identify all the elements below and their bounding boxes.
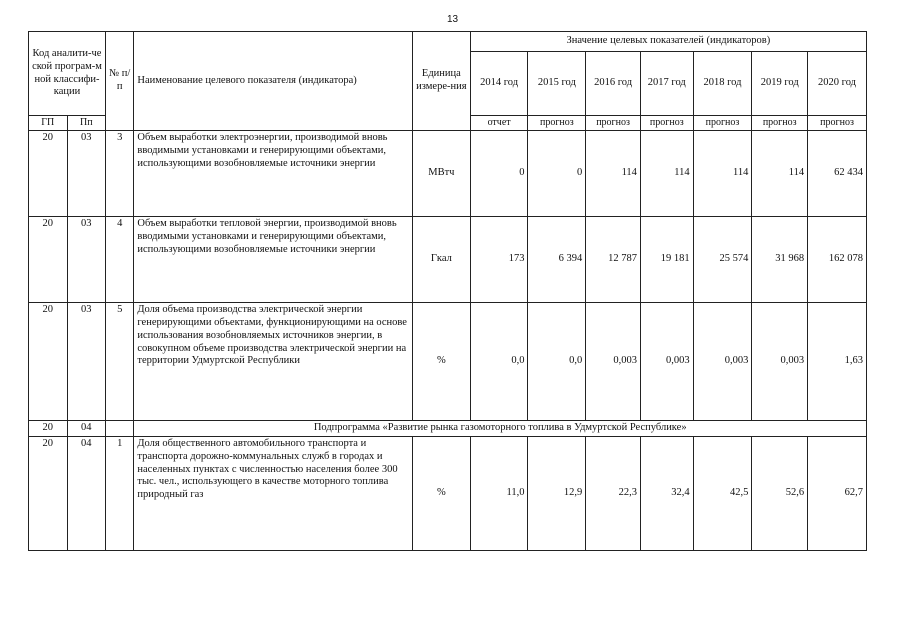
cell-value: 0,003 xyxy=(640,303,693,421)
cell-unit: МВтч xyxy=(412,131,470,217)
indicators-table xyxy=(28,31,867,551)
table-row xyxy=(29,303,867,421)
cell-pp: 03 xyxy=(67,303,106,421)
header-indicator-name: Наименование целевого показателя (индикатора) xyxy=(134,32,413,131)
cell-value: 12 787 xyxy=(586,217,641,303)
cell-number: 5 xyxy=(106,303,134,421)
header-target-values: Значение целевых показателей (индикаторов) xyxy=(470,32,866,52)
subprogram-title: Подпрограмма «Развитие рынка газомоторного топлива в Удмуртской Республике» xyxy=(134,421,867,437)
cell-number: 1 xyxy=(106,436,134,550)
cell-gp: 20 xyxy=(29,217,68,303)
cell-value: 6 394 xyxy=(528,217,586,303)
cell-value: 42,5 xyxy=(693,436,752,550)
header-year: 2018 год xyxy=(693,52,752,116)
header-status: прогноз xyxy=(640,116,693,131)
cell-value: 114 xyxy=(640,131,693,217)
cell-number: 4 xyxy=(106,217,134,303)
cell-value: 114 xyxy=(752,131,808,217)
cell-value: 11,0 xyxy=(470,436,528,550)
cell-unit: Гкал xyxy=(412,217,470,303)
header-year: 2014 год xyxy=(470,52,528,116)
header-year: 2016 год xyxy=(586,52,641,116)
subprogram-row xyxy=(29,421,867,437)
cell-indicator-name: Объем выработки электроэнергии, производимой вновь вводимыми установками и генерирующими объектами, использующими возобновляемые источники энергии xyxy=(134,131,413,217)
header-year: 2019 год xyxy=(752,52,808,116)
table-row xyxy=(29,131,867,217)
cell-unit: % xyxy=(412,436,470,550)
header-year: 2017 год xyxy=(640,52,693,116)
header-status: прогноз xyxy=(693,116,752,131)
cell-value: 62,7 xyxy=(808,436,867,550)
header-pp: Пп xyxy=(67,116,106,131)
cell-pp: 04 xyxy=(67,436,106,550)
cell-gp: 20 xyxy=(29,436,68,550)
header-status: прогноз xyxy=(586,116,641,131)
cell-pp: 04 xyxy=(67,421,106,437)
header-status: прогноз xyxy=(752,116,808,131)
cell-value: 0 xyxy=(528,131,586,217)
header-status: прогноз xyxy=(808,116,867,131)
cell-gp: 20 xyxy=(29,421,68,437)
cell-indicator-name: Доля объема производства электрической энергии генерирующими объектами, функционирующими на основе использования возобновляемых источников энергии, в совокупном объеме производства электрической энергии на территории Удмуртской Республики xyxy=(134,303,413,421)
cell-value: 0,003 xyxy=(752,303,808,421)
cell-gp: 20 xyxy=(29,303,68,421)
cell-value: 62 434 xyxy=(808,131,867,217)
cell-pp: 03 xyxy=(67,217,106,303)
cell-value: 1,63 xyxy=(808,303,867,421)
header-year: 2020 год xyxy=(808,52,867,116)
header-year: 2015 год xyxy=(528,52,586,116)
cell-pp: 03 xyxy=(67,131,106,217)
header-code-classification: Код аналити-ческой програм-мной классифи-кации xyxy=(29,32,106,116)
cell-gp: 20 xyxy=(29,131,68,217)
cell-value: 0 xyxy=(470,131,528,217)
table-row xyxy=(29,217,867,303)
cell-value: 52,6 xyxy=(752,436,808,550)
cell-value: 19 181 xyxy=(640,217,693,303)
header-status: прогноз xyxy=(528,116,586,131)
cell-value: 0,0 xyxy=(528,303,586,421)
cell-number xyxy=(106,421,134,437)
cell-value: 12,9 xyxy=(528,436,586,550)
cell-value: 32,4 xyxy=(640,436,693,550)
cell-value: 162 078 xyxy=(808,217,867,303)
header-number: № п/п xyxy=(106,32,134,131)
cell-value: 114 xyxy=(693,131,752,217)
cell-value: 25 574 xyxy=(693,217,752,303)
cell-unit: % xyxy=(412,303,470,421)
table-row xyxy=(29,436,867,550)
cell-value: 31 968 xyxy=(752,217,808,303)
cell-value: 0,003 xyxy=(693,303,752,421)
cell-indicator-name: Доля общественного автомобильного транспорта и транспорта дорожно-коммунальных служб в городах и населенных пунктах с численностью населения более 300 тыс. чел., использующего в качестве моторного топлива природный газ xyxy=(134,436,413,550)
page-number: 13 xyxy=(446,14,459,25)
header-unit: Единица измере-ния xyxy=(412,32,470,131)
cell-value: 0,003 xyxy=(586,303,641,421)
cell-indicator-name: Объем выработки тепловой энергии, производимой вновь вводимыми установками и генерирующими объектами, использующими возобновляемые источники энергии xyxy=(134,217,413,303)
header-status: отчет xyxy=(470,116,528,131)
cell-number: 3 xyxy=(106,131,134,217)
header-gp: ГП xyxy=(29,116,68,131)
cell-value: 0,0 xyxy=(470,303,528,421)
cell-value: 173 xyxy=(470,217,528,303)
cell-value: 22,3 xyxy=(586,436,641,550)
cell-value: 114 xyxy=(586,131,641,217)
